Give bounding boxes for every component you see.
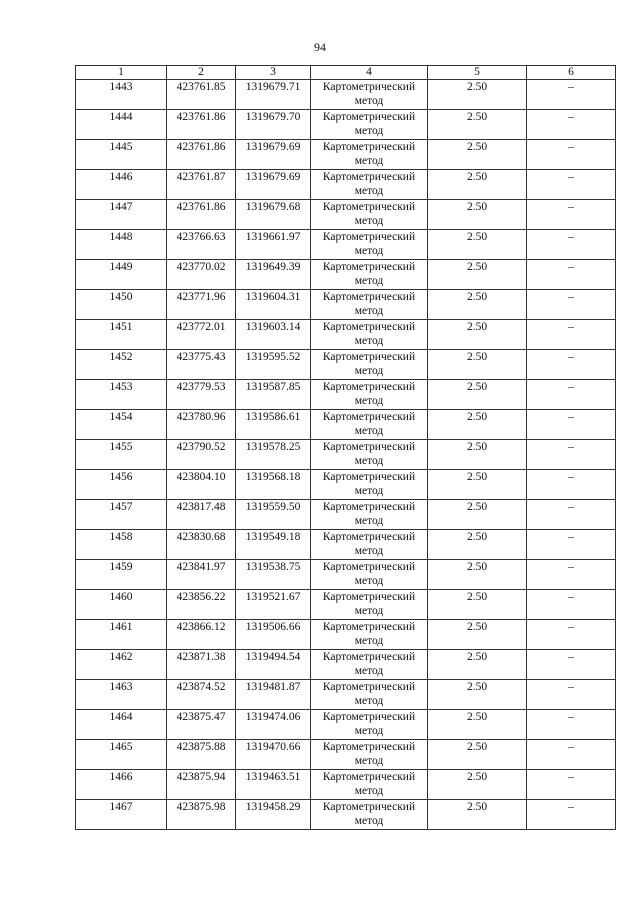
point-number-cell: 1460 <box>76 590 167 620</box>
method-line-2: метод <box>354 125 384 137</box>
method-line-1: Картометрический <box>322 651 416 663</box>
method-line-2: метод <box>354 635 384 647</box>
x-coordinate-cell: 423871.38 <box>167 650 236 680</box>
x-coordinate-cell: 423856.22 <box>167 590 236 620</box>
accuracy-cell: 2.50 <box>428 470 527 500</box>
table-row <box>76 620 616 650</box>
method-line-1: Картометрический <box>322 201 416 213</box>
method-line-2: метод <box>354 665 384 677</box>
table-row <box>76 470 616 500</box>
table-row <box>76 350 616 380</box>
y-coordinate-cell: 1319679.68 <box>236 200 311 230</box>
table-row <box>76 110 616 140</box>
y-coordinate-cell: 1319474.06 <box>236 710 311 740</box>
description-cell: – <box>527 650 616 680</box>
y-coordinate-cell: 1319679.70 <box>236 110 311 140</box>
y-coordinate-cell: 1319521.67 <box>236 590 311 620</box>
y-coordinate-cell: 1319538.75 <box>236 560 311 590</box>
method-line-2: метод <box>354 455 384 467</box>
method-cell <box>311 410 428 440</box>
accuracy-cell: 2.50 <box>428 530 527 560</box>
point-number-cell: 1465 <box>76 740 167 770</box>
method-line-2: метод <box>354 725 384 737</box>
accuracy-cell: 2.50 <box>428 680 527 710</box>
page-number: 94 <box>314 40 326 54</box>
method-line-1: Картометрический <box>322 171 416 183</box>
method-line-2: метод <box>354 815 384 827</box>
point-number-cell: 1461 <box>76 620 167 650</box>
table-row <box>76 590 616 620</box>
y-coordinate-cell: 1319603.14 <box>236 320 311 350</box>
accuracy-cell: 2.50 <box>428 500 527 530</box>
table-row <box>76 770 616 800</box>
x-coordinate-cell: 423761.85 <box>167 80 236 110</box>
method-line-1: Картометрический <box>322 681 416 693</box>
y-coordinate-cell: 1319494.54 <box>236 650 311 680</box>
point-number-cell: 1467 <box>76 800 167 830</box>
method-cell <box>311 80 428 110</box>
x-coordinate-cell: 423761.86 <box>167 110 236 140</box>
description-cell: – <box>527 560 616 590</box>
y-coordinate-cell: 1319649.39 <box>236 260 311 290</box>
description-cell: – <box>527 440 616 470</box>
method-cell <box>311 440 428 470</box>
description-cell: – <box>527 590 616 620</box>
description-cell: – <box>527 470 616 500</box>
accuracy-cell: 2.50 <box>428 170 527 200</box>
table-row <box>76 710 616 740</box>
method-line-1: Картометрический <box>322 471 416 483</box>
point-number-cell: 1444 <box>76 110 167 140</box>
y-coordinate-cell: 1319586.61 <box>236 410 311 440</box>
accuracy-cell: 2.50 <box>428 710 527 740</box>
point-number-cell: 1446 <box>76 170 167 200</box>
method-line-2: метод <box>354 515 384 527</box>
point-number-cell: 1443 <box>76 80 167 110</box>
method-line-1: Картометрический <box>322 711 416 723</box>
table-row <box>76 260 616 290</box>
y-coordinate-cell: 1319549.18 <box>236 530 311 560</box>
method-line-2: метод <box>354 575 384 587</box>
accuracy-cell: 2.50 <box>428 380 527 410</box>
accuracy-cell: 2.50 <box>428 350 527 380</box>
method-cell <box>311 290 428 320</box>
x-coordinate-cell: 423830.68 <box>167 530 236 560</box>
table-row <box>76 530 616 560</box>
x-coordinate-cell: 423771.96 <box>167 290 236 320</box>
method-cell <box>311 560 428 590</box>
method-line-2: метод <box>354 245 384 257</box>
x-coordinate-cell: 423770.02 <box>167 260 236 290</box>
table-row <box>76 740 616 770</box>
description-cell: – <box>527 350 616 380</box>
method-line-1: Картометрический <box>322 591 416 603</box>
accuracy-cell: 2.50 <box>428 440 527 470</box>
x-coordinate-cell: 423790.52 <box>167 440 236 470</box>
table-row <box>76 560 616 590</box>
accuracy-cell: 2.50 <box>428 740 527 770</box>
method-cell <box>311 770 428 800</box>
method-line-1: Картометрический <box>322 111 416 123</box>
method-cell <box>311 200 428 230</box>
method-cell <box>311 710 428 740</box>
method-line-2: метод <box>354 485 384 497</box>
description-cell: – <box>527 800 616 830</box>
method-line-1: Картометрический <box>322 81 416 93</box>
x-coordinate-cell: 423841.97 <box>167 560 236 590</box>
method-line-2: метод <box>354 395 384 407</box>
accuracy-cell: 2.50 <box>428 260 527 290</box>
description-cell: – <box>527 110 616 140</box>
method-line-2: метод <box>354 335 384 347</box>
x-coordinate-cell: 423766.63 <box>167 230 236 260</box>
y-coordinate-cell: 1319679.69 <box>236 140 311 170</box>
table-row <box>76 500 616 530</box>
description-cell: – <box>527 290 616 320</box>
accuracy-cell: 2.50 <box>428 80 527 110</box>
method-line-1: Картометрический <box>322 381 416 393</box>
column-header: 3 <box>236 66 311 80</box>
description-cell: – <box>527 320 616 350</box>
method-line-2: метод <box>354 545 384 557</box>
accuracy-cell: 2.50 <box>428 110 527 140</box>
column-header: 6 <box>527 66 616 80</box>
method-cell <box>311 680 428 710</box>
column-header: 5 <box>428 66 527 80</box>
point-number-cell: 1449 <box>76 260 167 290</box>
y-coordinate-cell: 1319559.50 <box>236 500 311 530</box>
x-coordinate-cell: 423761.86 <box>167 140 236 170</box>
point-number-cell: 1466 <box>76 770 167 800</box>
y-coordinate-cell: 1319679.69 <box>236 170 311 200</box>
method-cell <box>311 110 428 140</box>
point-number-cell: 1459 <box>76 560 167 590</box>
method-line-1: Картометрический <box>322 621 416 633</box>
x-coordinate-cell: 423804.10 <box>167 470 236 500</box>
method-line-1: Картометрический <box>322 261 416 273</box>
x-coordinate-cell: 423772.01 <box>167 320 236 350</box>
x-coordinate-cell: 423866.12 <box>167 620 236 650</box>
point-number-cell: 1450 <box>76 290 167 320</box>
accuracy-cell: 2.50 <box>428 320 527 350</box>
description-cell: – <box>527 200 616 230</box>
method-cell <box>311 380 428 410</box>
point-number-cell: 1453 <box>76 380 167 410</box>
description-cell: – <box>527 530 616 560</box>
method-line-2: метод <box>354 365 384 377</box>
point-number-cell: 1463 <box>76 680 167 710</box>
description-cell: – <box>527 80 616 110</box>
method-line-1: Картометрический <box>322 141 416 153</box>
column-header: 1 <box>76 66 167 80</box>
accuracy-cell: 2.50 <box>428 290 527 320</box>
method-cell <box>311 140 428 170</box>
table-row <box>76 170 616 200</box>
table-row <box>76 410 616 440</box>
point-number-cell: 1451 <box>76 320 167 350</box>
y-coordinate-cell: 1319470.66 <box>236 740 311 770</box>
method-cell <box>311 230 428 260</box>
column-header: 4 <box>311 66 428 80</box>
method-cell <box>311 530 428 560</box>
x-coordinate-cell: 423780.96 <box>167 410 236 440</box>
point-number-cell: 1454 <box>76 410 167 440</box>
column-header: 2 <box>167 66 236 80</box>
table-row <box>76 650 616 680</box>
accuracy-cell: 2.50 <box>428 410 527 440</box>
method-cell <box>311 800 428 830</box>
method-line-1: Картометрический <box>322 501 416 513</box>
method-line-1: Картометрический <box>322 351 416 363</box>
method-line-1: Картометрический <box>322 231 416 243</box>
point-number-cell: 1448 <box>76 230 167 260</box>
description-cell: – <box>527 230 616 260</box>
method-line-2: метод <box>354 425 384 437</box>
x-coordinate-cell: 423779.53 <box>167 380 236 410</box>
accuracy-cell: 2.50 <box>428 770 527 800</box>
method-line-1: Картометрический <box>322 411 416 423</box>
point-number-cell: 1462 <box>76 650 167 680</box>
y-coordinate-cell: 1319595.52 <box>236 350 311 380</box>
y-coordinate-cell: 1319458.29 <box>236 800 311 830</box>
description-cell: – <box>527 710 616 740</box>
description-cell: – <box>527 260 616 290</box>
point-number-cell: 1464 <box>76 710 167 740</box>
method-line-2: метод <box>354 275 384 287</box>
method-cell <box>311 170 428 200</box>
method-line-2: метод <box>354 305 384 317</box>
accuracy-cell: 2.50 <box>428 800 527 830</box>
accuracy-cell: 2.50 <box>428 590 527 620</box>
method-cell <box>311 740 428 770</box>
x-coordinate-cell: 423875.98 <box>167 800 236 830</box>
table-row <box>76 320 616 350</box>
point-number-cell: 1445 <box>76 140 167 170</box>
method-cell <box>311 470 428 500</box>
table-row <box>76 80 616 110</box>
x-coordinate-cell: 423874.52 <box>167 680 236 710</box>
table-row <box>76 200 616 230</box>
point-number-cell: 1457 <box>76 500 167 530</box>
x-coordinate-cell: 423775.43 <box>167 350 236 380</box>
table-row <box>76 230 616 260</box>
method-line-1: Картометрический <box>322 531 416 543</box>
table-header-row <box>76 66 616 80</box>
table-row <box>76 800 616 830</box>
x-coordinate-cell: 423761.86 <box>167 200 236 230</box>
y-coordinate-cell: 1319587.85 <box>236 380 311 410</box>
point-number-cell: 1447 <box>76 200 167 230</box>
table-row <box>76 680 616 710</box>
x-coordinate-cell: 423817.48 <box>167 500 236 530</box>
method-line-1: Картометрический <box>322 441 416 453</box>
description-cell: – <box>527 620 616 650</box>
method-line-1: Картометрический <box>322 771 416 783</box>
description-cell: – <box>527 170 616 200</box>
method-cell <box>311 320 428 350</box>
method-line-1: Картометрический <box>322 741 416 753</box>
accuracy-cell: 2.50 <box>428 230 527 260</box>
table-row <box>76 440 616 470</box>
accuracy-cell: 2.50 <box>428 200 527 230</box>
method-line-2: метод <box>354 155 384 167</box>
point-number-cell: 1456 <box>76 470 167 500</box>
method-line-1: Картометрический <box>322 801 416 813</box>
accuracy-cell: 2.50 <box>428 620 527 650</box>
accuracy-cell: 2.50 <box>428 560 527 590</box>
accuracy-cell: 2.50 <box>428 140 527 170</box>
y-coordinate-cell: 1319604.31 <box>236 290 311 320</box>
method-cell <box>311 620 428 650</box>
description-cell: – <box>527 680 616 710</box>
method-line-2: метод <box>354 185 384 197</box>
method-line-1: Картометрический <box>322 561 416 573</box>
x-coordinate-cell: 423875.47 <box>167 710 236 740</box>
x-coordinate-cell: 423875.88 <box>167 740 236 770</box>
y-coordinate-cell: 1319506.66 <box>236 620 311 650</box>
method-line-2: метод <box>354 215 384 227</box>
x-coordinate-cell: 423875.94 <box>167 770 236 800</box>
description-cell: – <box>527 770 616 800</box>
y-coordinate-cell: 1319578.25 <box>236 440 311 470</box>
method-cell <box>311 650 428 680</box>
method-line-2: метод <box>354 95 384 107</box>
coordinates-table <box>75 65 616 830</box>
description-cell: – <box>527 500 616 530</box>
method-cell <box>311 350 428 380</box>
method-cell <box>311 260 428 290</box>
method-line-1: Картометрический <box>322 321 416 333</box>
method-line-2: метод <box>354 755 384 767</box>
x-coordinate-cell: 423761.87 <box>167 170 236 200</box>
method-cell <box>311 590 428 620</box>
y-coordinate-cell: 1319568.18 <box>236 470 311 500</box>
point-number-cell: 1452 <box>76 350 167 380</box>
table-row <box>76 290 616 320</box>
description-cell: – <box>527 410 616 440</box>
method-cell <box>311 500 428 530</box>
accuracy-cell: 2.50 <box>428 650 527 680</box>
method-line-2: метод <box>354 695 384 707</box>
description-cell: – <box>527 740 616 770</box>
description-cell: – <box>527 380 616 410</box>
y-coordinate-cell: 1319463.51 <box>236 770 311 800</box>
description-cell: – <box>527 140 616 170</box>
y-coordinate-cell: 1319661.97 <box>236 230 311 260</box>
method-line-2: метод <box>354 605 384 617</box>
table-row <box>76 140 616 170</box>
table-row <box>76 380 616 410</box>
y-coordinate-cell: 1319481.87 <box>236 680 311 710</box>
point-number-cell: 1458 <box>76 530 167 560</box>
point-number-cell: 1455 <box>76 440 167 470</box>
y-coordinate-cell: 1319679.71 <box>236 80 311 110</box>
method-line-1: Картометрический <box>322 291 416 303</box>
method-line-2: метод <box>354 785 384 797</box>
